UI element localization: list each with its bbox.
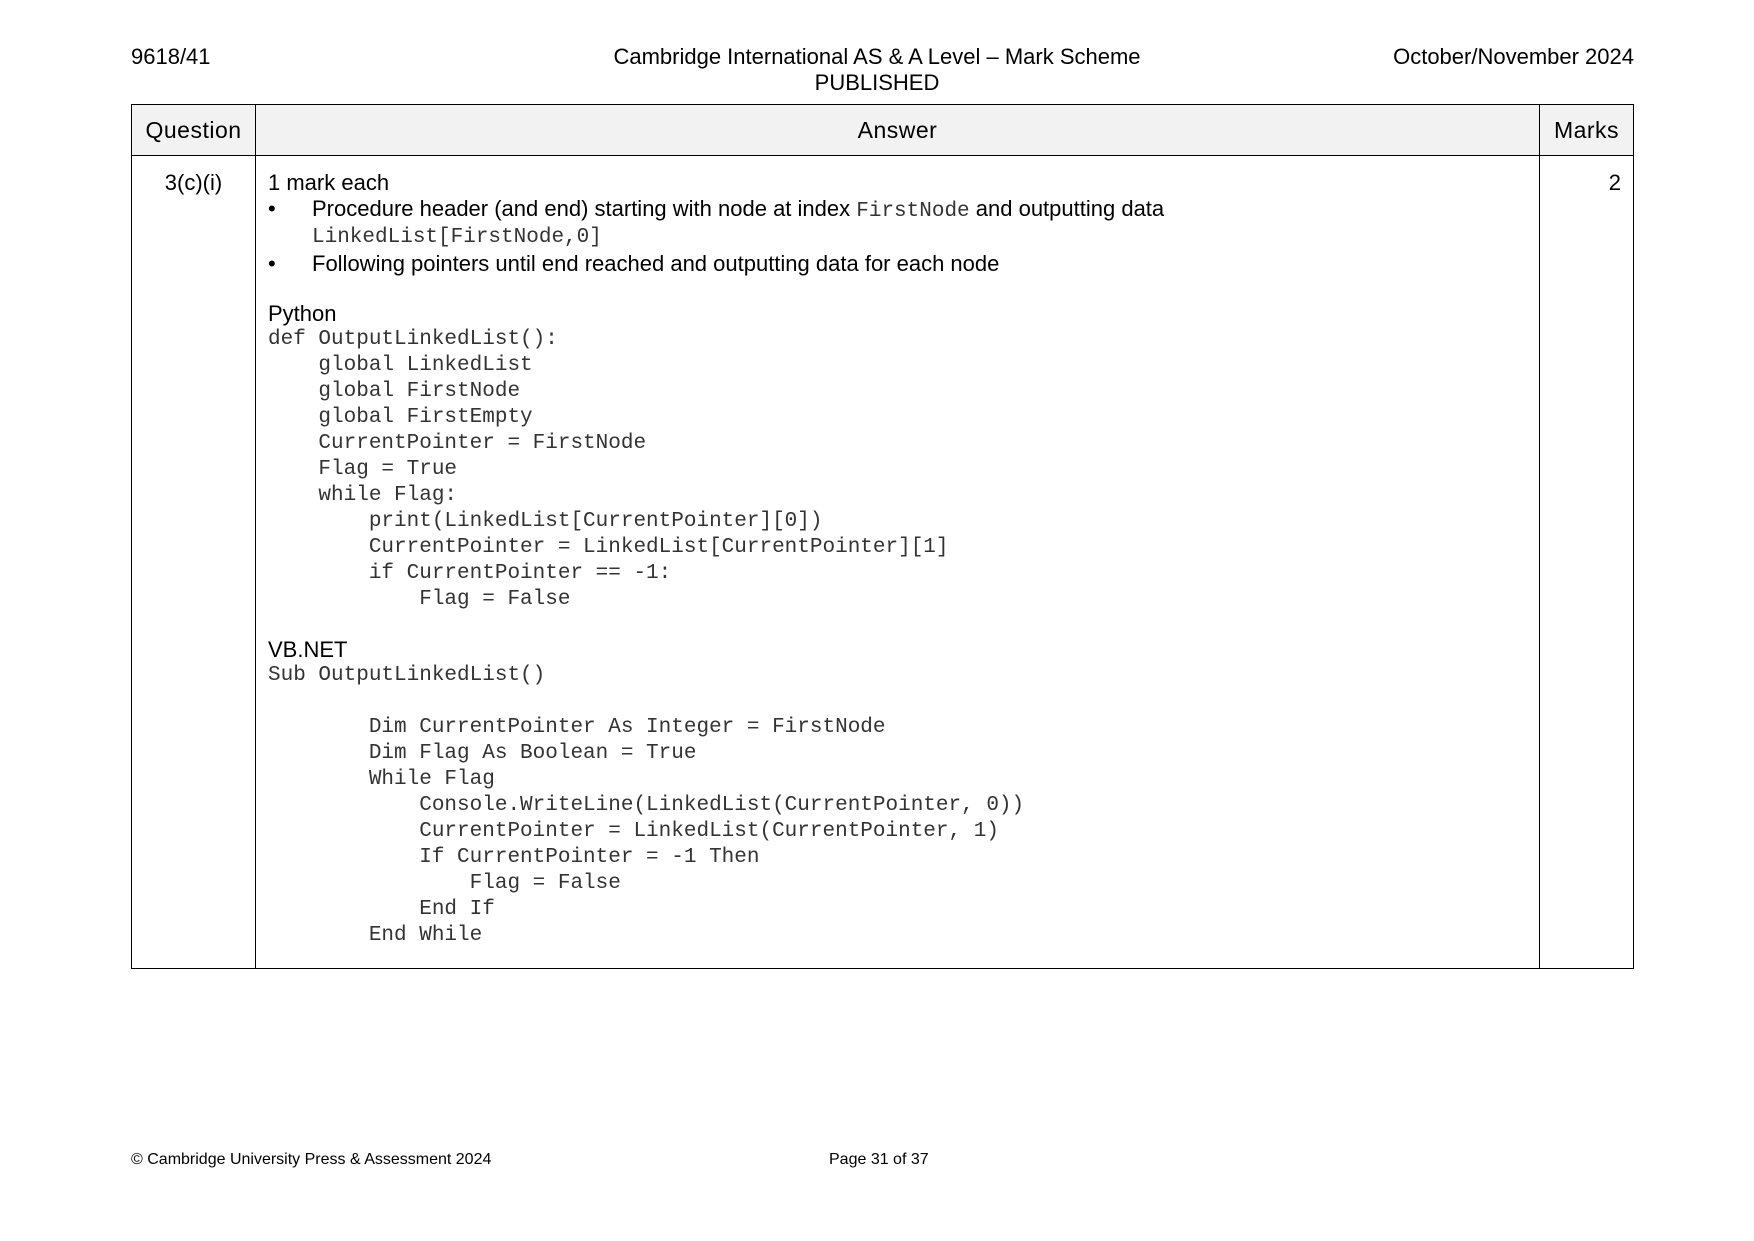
document-status: PUBLISHED <box>814 70 940 95</box>
bullet-icon: • <box>268 196 276 221</box>
page-number: Page 31 of 37 <box>829 1151 929 1168</box>
exam-session: October/November 2024 <box>1393 44 1634 69</box>
question-column-header: Question <box>132 105 256 156</box>
bullet-icon: • <box>268 251 276 276</box>
paper-code: 9618/41 <box>131 44 211 69</box>
marking-point-2 <box>268 251 1539 277</box>
marking-point-1-code: FirstNode <box>856 200 970 223</box>
marking-point-1 <box>268 196 1539 251</box>
mark-intro: 1 mark each <box>268 170 390 195</box>
marking-point-1-code-line: LinkedList[FirstNode,0] <box>312 226 602 249</box>
vbnet-code-block: Sub OutputLinkedList() Dim CurrentPointer As Integer = FirstNode Dim Flag As Boolean = True While Flag Console.WriteLine(LinkedList(CurrentPointer, 0)) CurrentPointer = LinkedList(CurrentPointer, 1) If CurrentPointer = -1 Then Flag = False End If End While <box>268 664 1025 947</box>
mark-scheme-table <box>131 104 1634 969</box>
document-title-line1: Cambridge International AS & A Level – Mark Scheme <box>613 44 1141 69</box>
marking-point-1-text: Procedure header (and end) starting with node at index <box>312 196 857 221</box>
question-number: 3(c)(i) <box>132 156 256 969</box>
marks-column-header: Marks <box>1540 105 1634 156</box>
table-row <box>132 156 1634 969</box>
marks-value: 2 <box>1540 156 1634 969</box>
marking-point-2-text: Following pointers until end reached and outputting data for each node <box>312 251 1000 276</box>
python-code-block: def OutputLinkedList(): global LinkedList global FirstNode global FirstEmpty CurrentPointer = FirstNode Flag = True while Flag: print(LinkedList[CurrentPointer][0]) CurrentPointer = LinkedList[CurrentPointer][1] if CurrentPointer == -1: Flag = False <box>268 328 949 611</box>
table-header-row <box>132 105 1634 156</box>
vbnet-label: VB.NET <box>268 637 348 662</box>
marking-point-1-text-end: and outputting data <box>969 196 1165 221</box>
answer-column-header: Answer <box>256 105 1540 156</box>
python-label: Python <box>268 301 337 326</box>
copyright-notice: © Cambridge University Press & Assessment 2024 <box>131 1151 492 1168</box>
answer-cell <box>256 156 1540 969</box>
